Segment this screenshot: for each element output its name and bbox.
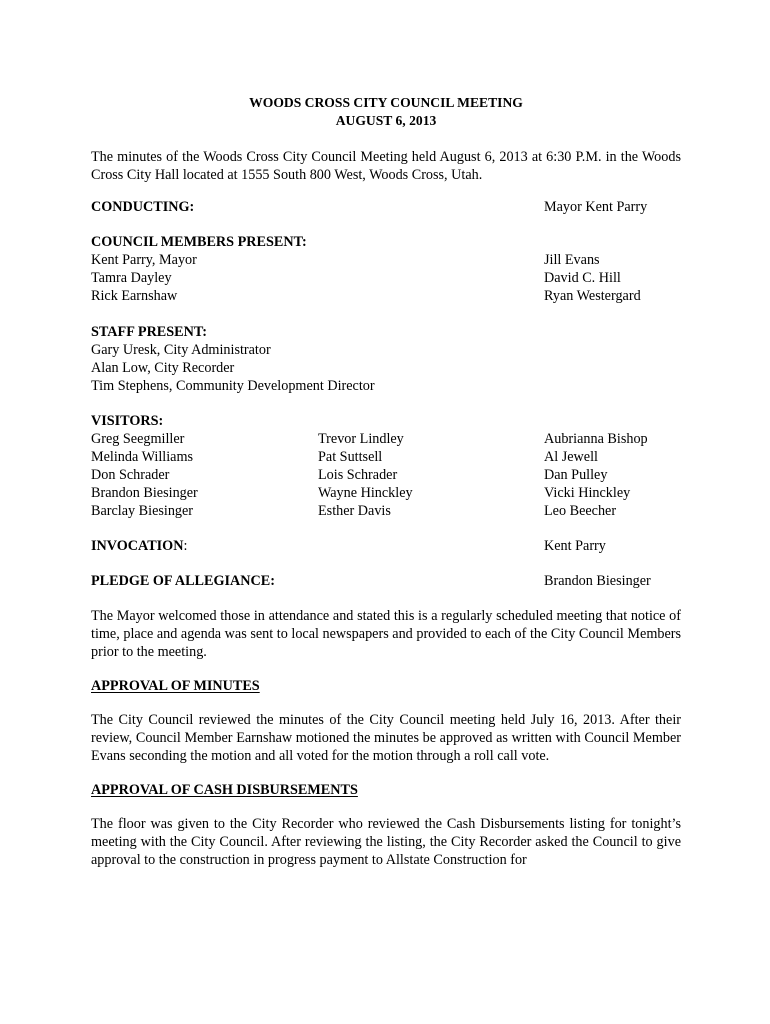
cash-paragraph: The floor was given to the City Recorder who reviewed the Cash Disbursements listing for tonight’s meeting with the City Council. After reviewing the listing, the City Recorder asked the Council to give approval to the construction in progress payment to Allstate Construction for: [91, 816, 681, 868]
visitor-name: Don Schrader: [91, 467, 170, 483]
visitor-name: Barclay Biesinger: [91, 503, 194, 519]
visitors-row: [91, 430, 681, 448]
council-label: COUNCIL MEMBERS PRESENT:: [91, 234, 307, 250]
council-member: Jill Evans: [544, 252, 600, 268]
visitor-name: Aubrianna Bishop: [544, 431, 648, 447]
invocation-label: INVOCATION: [91, 538, 184, 554]
visitors-row: [91, 448, 681, 466]
visitors-section: [91, 412, 681, 520]
welcome-paragraph: The Mayor welcomed those in attendance and stated this is a regularly scheduled meeting that notice of time, place and agenda was sent to local newspapers and provided to each of the City Council Members prior to the meeting.: [91, 608, 681, 660]
minutes-document: [91, 94, 681, 869]
staff-label: STAFF PRESENT:: [91, 324, 208, 340]
visitor-name: Esther Davis: [318, 503, 391, 519]
conducting-value: Mayor Kent Parry: [544, 199, 648, 215]
council-section: [91, 233, 681, 305]
council-member: David C. Hill: [544, 270, 621, 286]
visitor-name: Melinda Williams: [91, 449, 194, 465]
visitors-row: [91, 484, 681, 502]
visitors-row: [91, 502, 681, 520]
cash-heading: APPROVAL OF CASH DISBURSEMENTS: [91, 782, 358, 798]
staff-section: [91, 323, 681, 395]
visitor-name: Vicki Hinckley: [544, 485, 631, 501]
council-row: [91, 251, 681, 269]
visitor-name: Lois Schrader: [318, 467, 398, 483]
invocation-colon: :: [183, 538, 188, 554]
intro-paragraph: The minutes of the Woods Cross City Council Meeting held August 6, 2013 at 6:30 P.M. in the Woods Cross City Hall located at 1555 South 800 West, Woods Cross, Utah.: [91, 149, 681, 183]
minutes-heading: APPROVAL OF MINUTES: [91, 678, 260, 694]
conducting-label: CONDUCTING:: [91, 199, 195, 215]
council-row: [91, 287, 681, 305]
council-member: Ryan Westergard: [544, 288, 641, 304]
document-date: AUGUST 6, 2013: [335, 113, 437, 128]
council-member: Tamra Dayley: [91, 270, 172, 286]
visitor-name: Pat Suttsell: [318, 449, 383, 465]
invocation-row: [91, 537, 681, 555]
council-member: Rick Earnshaw: [91, 288, 178, 304]
invocation-value: Kent Parry: [544, 538, 606, 554]
visitor-name: Trevor Lindley: [318, 431, 404, 447]
visitor-name: Dan Pulley: [544, 467, 608, 483]
conducting-row: [91, 198, 681, 216]
pledge-label: PLEDGE OF ALLEGIANCE:: [91, 573, 275, 589]
minutes-paragraph: The City Council reviewed the minutes of the City Council meeting held July 16, 2013. After their review, Council Member Earnshaw motioned the minutes be approved as written with Council Member Evans seconding the motion and all voted for the motion through a roll call vote.: [91, 712, 681, 764]
visitors-label: VISITORS:: [91, 413, 164, 429]
visitor-name: Wayne Hinckley: [318, 485, 413, 501]
pledge-row: [91, 572, 681, 590]
staff-member: Tim Stephens, Community Development Director: [91, 378, 375, 394]
visitor-name: Brandon Biesinger: [91, 485, 198, 501]
pledge-value: Brandon Biesinger: [544, 573, 651, 589]
council-row: [91, 269, 681, 287]
document-title: WOODS CROSS CITY COUNCIL MEETING: [249, 95, 523, 110]
council-member: Kent Parry, Mayor: [91, 252, 197, 268]
staff-member: Alan Low, City Recorder: [91, 360, 235, 376]
staff-member: Gary Uresk, City Administrator: [91, 342, 271, 358]
visitors-row: [91, 466, 681, 484]
visitor-name: Leo Beecher: [544, 503, 617, 519]
visitor-name: Greg Seegmiller: [91, 431, 185, 447]
visitor-name: Al Jewell: [544, 449, 598, 465]
